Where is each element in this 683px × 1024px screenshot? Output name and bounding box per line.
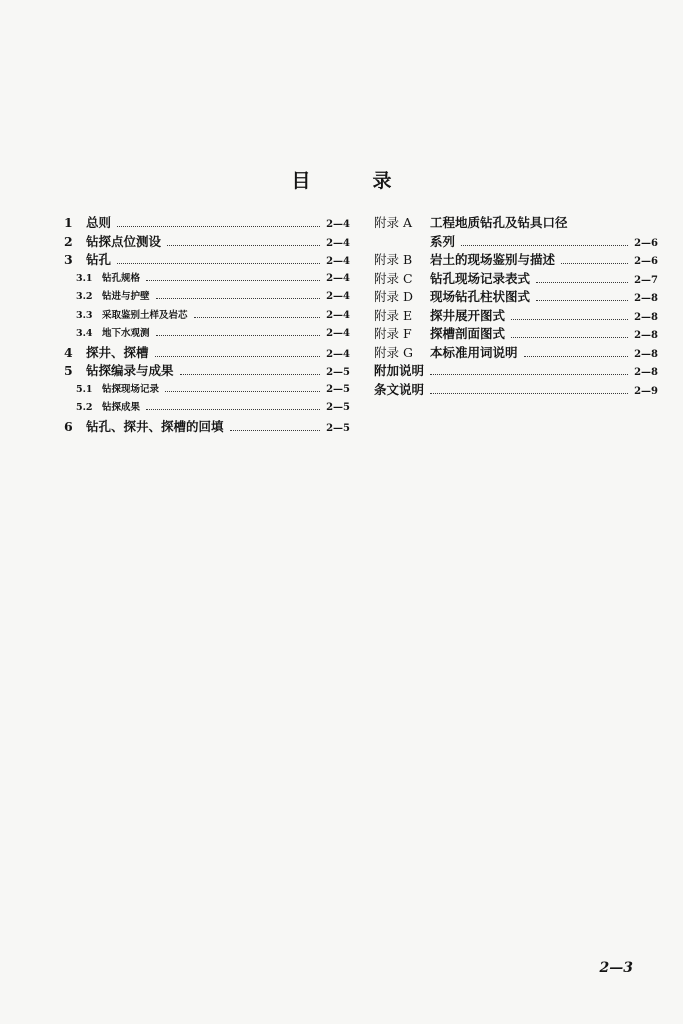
toc-number: 6 — [64, 418, 73, 434]
toc-page: 2—4 — [326, 272, 350, 284]
toc-page: 2—5 — [326, 402, 350, 413]
toc-text: 探井展开图式 — [430, 307, 506, 323]
toc-text: 系列 — [430, 233, 456, 249]
toc-number: 附录 A — [374, 215, 413, 230]
toc-entry — [64, 307, 350, 326]
toc-right-column — [374, 214, 658, 399]
page-title — [0, 166, 683, 193]
dot-leader — [117, 263, 320, 264]
title-char-1: 目 — [291, 170, 311, 192]
toc-text: 附加说明 — [374, 363, 425, 378]
toc-entry — [374, 233, 658, 252]
toc-number: 5.1 — [76, 383, 93, 395]
toc-text: 现场钻孔柱状图式 — [430, 289, 531, 304]
toc-number: 5 — [64, 363, 73, 378]
toc-page: 2—8 — [634, 367, 658, 378]
toc-text: 钻探编录与成果 — [86, 363, 174, 378]
toc-page: 2—4 — [326, 237, 350, 249]
toc-page: 2—9 — [634, 385, 658, 397]
toc-number: 2 — [64, 233, 73, 249]
dot-leader — [155, 356, 321, 357]
toc-number: 1 — [64, 215, 73, 230]
toc-page: 2—8 — [634, 330, 658, 341]
toc-entry — [374, 214, 658, 233]
toc-text: 本标准用词说明 — [430, 344, 518, 360]
toc-number: 附录 F — [374, 326, 412, 341]
toc-number: 3.1 — [76, 272, 93, 284]
toc-page: 2—4 — [326, 309, 350, 321]
toc-number: 3.2 — [76, 291, 93, 302]
toc-text: 钻孔 — [86, 252, 112, 267]
toc-page: 2—4 — [326, 256, 350, 267]
toc-entry — [64, 214, 350, 233]
toc-number: 附录 D — [374, 289, 413, 304]
dot-leader — [524, 356, 629, 357]
toc-text: 地下水观测 — [102, 328, 150, 339]
toc-number: 5.2 — [76, 402, 93, 413]
toc-text: 钻孔、探井、探槽的回填 — [86, 418, 224, 434]
toc-entry — [64, 233, 350, 252]
dot-leader — [117, 226, 320, 227]
toc-entry — [374, 288, 658, 307]
toc-text: 钻探成果 — [102, 402, 141, 413]
toc-entry — [374, 362, 658, 381]
toc-text: 钻探现场记录 — [102, 383, 160, 395]
toc-left-column — [64, 214, 350, 436]
toc-text: 条文说明 — [374, 381, 425, 397]
toc-page: 2—6 — [634, 256, 658, 267]
dot-leader — [156, 298, 321, 299]
toc-text: 钻进与护壁 — [102, 291, 150, 302]
dot-leader — [156, 335, 321, 336]
toc-number: 附录 B — [374, 252, 413, 267]
dot-leader — [167, 245, 320, 246]
toc-text: 工程地质钻孔及钻具口径 — [430, 215, 568, 230]
toc-entry — [374, 344, 658, 363]
toc-entry — [64, 399, 350, 418]
toc-number: 3.4 — [76, 328, 93, 339]
toc-text: 总则 — [86, 215, 112, 230]
toc-entry — [374, 325, 658, 344]
toc-entry — [374, 270, 658, 289]
toc-page: 2—7 — [634, 274, 658, 286]
toc-text: 岩土的现场鉴别与描述 — [430, 252, 556, 267]
dot-leader — [536, 300, 628, 301]
toc-page: 2—5 — [326, 383, 350, 395]
dot-leader — [511, 337, 628, 338]
toc-page: 2—8 — [634, 311, 658, 323]
dot-leader — [165, 391, 320, 392]
dot-leader — [561, 263, 628, 264]
toc-entry — [64, 325, 350, 344]
toc-number: 附录 C — [374, 270, 413, 286]
toc-page: 2—8 — [634, 293, 658, 304]
toc-number: 3.3 — [76, 309, 93, 321]
toc-page: 2—4 — [326, 219, 350, 230]
title-char-2: 录 — [372, 170, 392, 192]
dot-leader — [180, 374, 321, 375]
toc-text: 采取鉴别土样及岩芯 — [102, 309, 188, 321]
toc-page: 2—5 — [326, 367, 350, 378]
dot-leader — [511, 319, 628, 320]
toc-entry — [374, 251, 658, 270]
toc-entry — [64, 418, 350, 437]
toc-number: 4 — [64, 344, 73, 360]
toc-entry — [374, 307, 658, 326]
toc-text: 钻探点位测设 — [86, 233, 162, 249]
toc-text: 钻孔现场记录表式 — [430, 270, 531, 286]
page-number: 2—3 — [599, 960, 633, 976]
toc-number: 附录 E — [374, 307, 413, 323]
dot-leader — [146, 280, 320, 281]
dot-leader — [430, 393, 628, 394]
dot-leader — [194, 317, 321, 318]
dot-leader — [461, 245, 628, 246]
toc-text: 探槽剖面图式 — [430, 326, 506, 341]
dot-leader — [536, 282, 628, 283]
toc-number: 3 — [64, 252, 73, 267]
toc-number: 附录 G — [374, 344, 413, 360]
toc-entry — [64, 270, 350, 289]
toc-page: 2—5 — [326, 422, 350, 434]
toc-entry — [64, 381, 350, 400]
toc-text: 探井、探槽 — [86, 344, 149, 360]
toc-page: 2—8 — [634, 348, 658, 360]
toc-entry — [64, 362, 350, 381]
dot-leader — [146, 409, 320, 410]
toc-entry — [374, 381, 658, 400]
dot-leader — [230, 430, 321, 431]
toc-page: 2—4 — [326, 328, 350, 339]
toc-entry — [64, 251, 350, 270]
dot-leader — [430, 374, 628, 375]
toc-page: 2—6 — [634, 237, 658, 249]
toc-page: 2—4 — [326, 348, 350, 360]
toc-entry — [64, 344, 350, 363]
toc-entry — [64, 288, 350, 307]
toc-text: 钻孔规格 — [102, 272, 141, 284]
toc-page: 2—4 — [326, 291, 350, 302]
